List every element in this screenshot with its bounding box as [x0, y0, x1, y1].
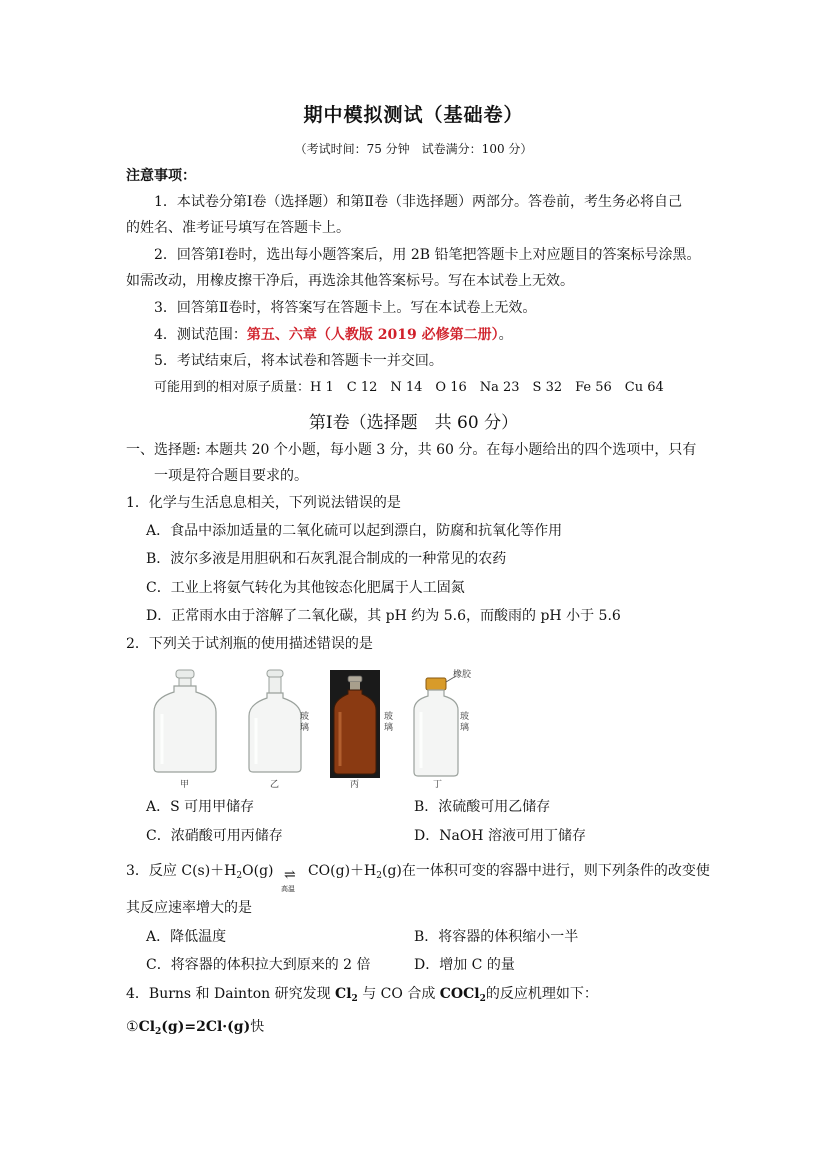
q3-stem [126, 861, 710, 893]
q3-part3: CO(g)＋H [307, 863, 377, 879]
bottle-yi-glass-label: 玻璃 [300, 712, 310, 733]
bottle-bing-label: 丙 [350, 780, 360, 790]
note-3: 3．回答第Ⅱ卷时，将答案写在答题卡上。写在本试卷上无效。 [154, 300, 537, 316]
q2-option-c: C．浓硝酸可用丙储存 [146, 828, 283, 844]
bottle-jia-label: 甲 [180, 780, 190, 790]
q4-part2: 与 CO 合成 [362, 986, 436, 1002]
atomic-masses: 可能用到的相对原子质量：H 1 C 12 N 14 O 16 Na 23 S 32 Fe 56 Cu 64 [154, 380, 664, 395]
page-title: 期中模拟测试（基础卷） [303, 104, 524, 126]
q4-cocl2-sub: 2 [479, 994, 486, 1004]
q4-step-sub: 2 [155, 1027, 162, 1037]
q3-part4: (g)在一体积可变的容器中进行，则下列条件的改变使 [381, 863, 710, 879]
q1-stem: 1．化学与生活息息相关，下列说法错误的是 [126, 495, 401, 511]
q4-step-rhs: 2Cl·(g) [196, 1019, 251, 1035]
q4-step-equals: = [184, 1019, 197, 1035]
bottle-ding [412, 676, 460, 778]
q3-option-b: B．将容器的体积缩小一半 [414, 929, 579, 945]
note-5: 5．考试结束后，将本试卷和答题卡一并交回。 [154, 353, 443, 369]
section-instructions-a: 一、选择题: 本题共 20 个小题，每小题 3 分，共 60 分。在每小题给出的四个选项中，只有 [126, 442, 697, 458]
q4-step-speed: 快 [250, 1019, 265, 1035]
q1-option-b: B．波尔多液是用胆矾和石灰乳混合制成的一种常见的农药 [146, 551, 507, 567]
bottle-bing-glass-label: 玻璃 [384, 712, 394, 733]
q4-stem [126, 984, 598, 1009]
q3-sub2: 2 [376, 871, 382, 881]
q4-step-lhs: Cl [138, 1019, 156, 1035]
note-4 [154, 325, 513, 345]
q2-option-a: A．S 可用甲储存 [146, 799, 255, 815]
bottle-yi-label: 乙 [270, 780, 280, 790]
q4-step-number: ① [126, 1019, 139, 1035]
note-4-prefix: 4．测试范围： [154, 327, 247, 343]
q3-option-d: D．增加 C 的量 [414, 957, 515, 973]
bottle-ding-rubber-label: 橡胶 [453, 670, 472, 680]
note-1b: 的姓名、准考证号填写在答题卡上。 [126, 220, 350, 236]
section-instructions-b: 一项是符合题目要求的。 [154, 468, 308, 484]
note-2b: 如需改动，用橡皮擦干净后，再选涂其他答案标号。写在本试卷上无效。 [126, 273, 574, 289]
note-2a: 2．回答第Ⅰ卷时，选出每小题答案后，用 2B 铅笔把答题卡上对应题目的答案标号涂黑。 [154, 247, 701, 263]
q1-option-d: D．正常雨水由于溶解了二氧化碳，其 pH 约为 5.6，而酸雨的 pH 小于 5.6 [146, 608, 621, 624]
q4-part1: 4．Burns 和 Dainton 研究发现 [126, 986, 331, 1002]
q2-option-b: B．浓硫酸可用乙储存 [414, 799, 551, 815]
q1-option-a: A．食品中添加适量的二氧化硫可以起到漂白，防腐和抗氧化等作用 [146, 523, 563, 539]
q3-option-c: C．将容器的体积拉大到原来的 2 倍 [146, 957, 371, 973]
q4-cocl2: COCl [439, 986, 480, 1002]
q3-equilibrium-sign: ⇌ 高温 [278, 861, 308, 881]
q1-option-c: C．工业上将氨气转化为其他铵态化肥属于人工固氮 [146, 580, 465, 596]
q4-mechanism-step-1 [126, 1017, 264, 1042]
q3-part2: O(g) [242, 863, 274, 879]
q4-step-gas: (g) [161, 1019, 185, 1035]
q4-cl2: Cl [335, 986, 352, 1002]
q3-stem-line2: 其反应速率增大的是 [126, 900, 252, 916]
bottle-bing [330, 670, 380, 778]
q2-option-d: D．NaOH 溶液可用丁储存 [414, 828, 586, 844]
q3-sub1: 2 [236, 871, 243, 881]
q2-stem: 2．下列关于试剂瓶的使用描述错误的是 [126, 636, 373, 652]
q4-cl2-sub: 2 [351, 994, 358, 1004]
test-range: 第五、六章（人教版 2019 必修第二册） [246, 327, 499, 343]
q4-part3: 的反应机理如下： [485, 986, 598, 1002]
note-4-suffix: 。 [498, 327, 513, 343]
q3-condition: 高温 [280, 885, 295, 893]
bottle-ding-glass-label: 玻璃 [460, 712, 470, 733]
exam-info: （考试时间：75 分钟 试卷满分：100 分） [294, 142, 533, 156]
bottle-yi [245, 668, 305, 778]
note-1a: 1．本试卷分第Ⅰ卷（选择题）和第Ⅱ卷（非选择题）两部分。答卷前，考生务必将自己 [154, 194, 682, 210]
section-title: 第Ⅰ卷（选择题 共 60 分） [308, 413, 519, 433]
q3-part1: 3．反应 C(s)＋H [126, 863, 237, 879]
notes-heading: 注意事项： [126, 168, 196, 184]
q3-option-a: A．降低温度 [146, 929, 227, 945]
bottle-ding-label: 丁 [433, 780, 443, 790]
bottle-jia [150, 668, 220, 778]
